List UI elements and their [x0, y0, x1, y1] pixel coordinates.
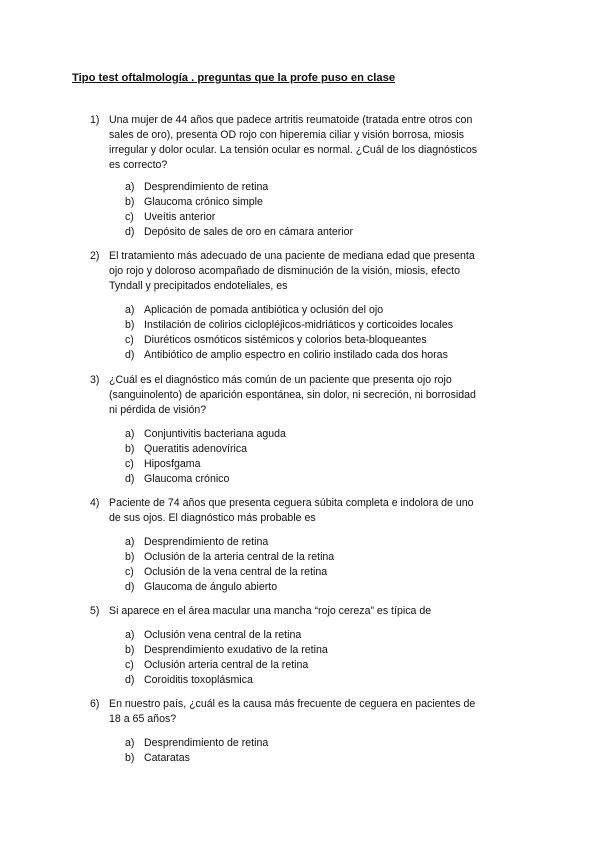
page-title: Tipo test oftalmología . preguntas que la profe puso en clase	[72, 72, 396, 84]
question-number: 5)	[90, 605, 100, 617]
option-item	[125, 457, 485, 472]
option-item	[125, 751, 485, 766]
option-letter: a)	[125, 536, 135, 548]
option-item	[125, 736, 485, 751]
question-text: Una mujer de 44 años que padece artritis reumatoide (tratada entre otros con sales de oro), presenta OD rojo con hiperemia ciliar y visión borrosa, miosis irregular y dolor ocular. La tensión ocular es normal. ¿Cuál de los diagnósticos es correcto?	[109, 114, 478, 171]
question-text: ¿Cuál es el diagnóstico más común de un paciente que presenta ojo rojo (sanguinolento) de aparición espontánea, sin dolor, ni secreción, ni borrosidad ni pérdida de visión?	[109, 374, 476, 416]
option-letter: c)	[125, 458, 134, 470]
option-letter: d)	[125, 674, 135, 686]
option-letter: b)	[125, 196, 135, 208]
question-number: 6)	[90, 698, 100, 710]
question-1	[90, 113, 482, 173]
option-letter: a)	[125, 737, 135, 749]
option-item	[125, 658, 485, 673]
option-text: Glaucoma crónico simple	[144, 196, 263, 208]
options-list-4	[125, 535, 485, 595]
option-letter: b)	[125, 443, 135, 455]
option-letter: c)	[125, 566, 134, 578]
option-letter: a)	[125, 629, 135, 641]
option-letter: c)	[125, 659, 134, 671]
question-text: Si aparece en el área macular una mancha “rojo cereza” es típica de	[109, 605, 432, 617]
option-letter: c)	[125, 334, 134, 346]
options-list-6	[125, 736, 485, 766]
option-text: Oclusión de la arteria central de la retina	[144, 551, 335, 563]
option-text: Depósito de sales de oro en cámara anterior	[144, 226, 354, 238]
option-text: Aplicación de pomada antibiótica y oclusión del ojo	[144, 304, 384, 316]
option-item	[125, 333, 485, 348]
question-6	[90, 697, 482, 727]
options-list-3	[125, 427, 485, 487]
option-text: Desprendimiento de retina	[144, 536, 269, 548]
option-letter: a)	[125, 181, 135, 193]
option-letter: b)	[125, 551, 135, 563]
question-number: 2)	[90, 250, 100, 262]
option-text: Desprendimiento exudativo de la retina	[144, 644, 328, 656]
option-text: Uveítis anterior	[144, 211, 216, 223]
option-text: Diuréticos osmóticos sistémicos y colorios beta-bloqueantes	[144, 334, 427, 346]
option-text: Queratitis adenovírica	[144, 443, 248, 455]
option-letter: b)	[125, 752, 135, 764]
question-3	[90, 373, 482, 418]
option-letter: b)	[125, 319, 135, 331]
question-text: El tratamiento más adecuado de una paciente de mediana edad que presenta ojo rojo y doloroso acompañado de disminución de la visión, miosis, efecto Tyndall y precipitados endoteliales, es	[109, 250, 475, 292]
options-list-1	[125, 180, 485, 240]
question-5	[90, 604, 482, 619]
question-2	[90, 249, 482, 294]
option-item	[125, 565, 485, 580]
question-number: 3)	[90, 374, 100, 386]
option-text: Cataratas	[144, 752, 190, 764]
option-text: Oclusión de la vena central de la retina	[144, 566, 328, 578]
question-text: En nuestro país, ¿cuál es la causa más frecuente de ceguera en pacientes de 18 a 65 años?	[109, 698, 476, 725]
options-list-5	[125, 628, 485, 688]
option-letter: d)	[125, 473, 135, 485]
option-letter: c)	[125, 211, 134, 223]
options-list-2	[125, 303, 485, 363]
option-text: Oclusión vena central de la retina	[144, 629, 302, 641]
option-item	[125, 348, 485, 363]
option-letter: d)	[125, 226, 135, 238]
question-text: Paciente de 74 años que presenta ceguera súbita completa e indolora de uno de sus ojos. El diagnóstico más probable es	[109, 497, 474, 524]
option-text: Glaucoma crónico	[144, 473, 230, 485]
option-item	[125, 628, 485, 643]
option-item	[125, 210, 485, 225]
option-item	[125, 303, 485, 318]
option-letter: d)	[125, 349, 135, 361]
option-item	[125, 673, 485, 688]
option-item	[125, 472, 485, 487]
option-letter: d)	[125, 581, 135, 593]
option-item	[125, 580, 485, 595]
option-item	[125, 442, 485, 457]
option-text: Desprendimiento de retina	[144, 737, 269, 749]
option-text: Conjuntivitis bacteriana aguda	[144, 428, 286, 440]
option-text: Oclusión arteria central de la retina	[144, 659, 309, 671]
option-item	[125, 225, 485, 240]
question-number: 4)	[90, 497, 100, 509]
option-item	[125, 180, 485, 195]
option-letter: a)	[125, 304, 135, 316]
option-letter: b)	[125, 644, 135, 656]
option-text: Hiposfgama	[144, 458, 201, 470]
option-item	[125, 550, 485, 565]
option-item	[125, 643, 485, 658]
option-item	[125, 427, 485, 442]
option-text: Desprendimiento de retina	[144, 181, 269, 193]
question-number: 1)	[90, 114, 100, 126]
option-text: Coroiditis toxoplásmica	[144, 674, 253, 686]
option-item	[125, 318, 485, 333]
option-text: Instilación de colirios ciclopléjicos-midriáticos y corticoides locales	[144, 319, 454, 331]
option-letter: a)	[125, 428, 135, 440]
option-item	[125, 195, 485, 210]
question-4	[90, 496, 482, 526]
option-text: Antibiótico de amplio espectro en colirio instilado cada dos horas	[144, 349, 448, 361]
option-item	[125, 535, 485, 550]
option-text: Glaucoma de ángulo abierto	[144, 581, 278, 593]
